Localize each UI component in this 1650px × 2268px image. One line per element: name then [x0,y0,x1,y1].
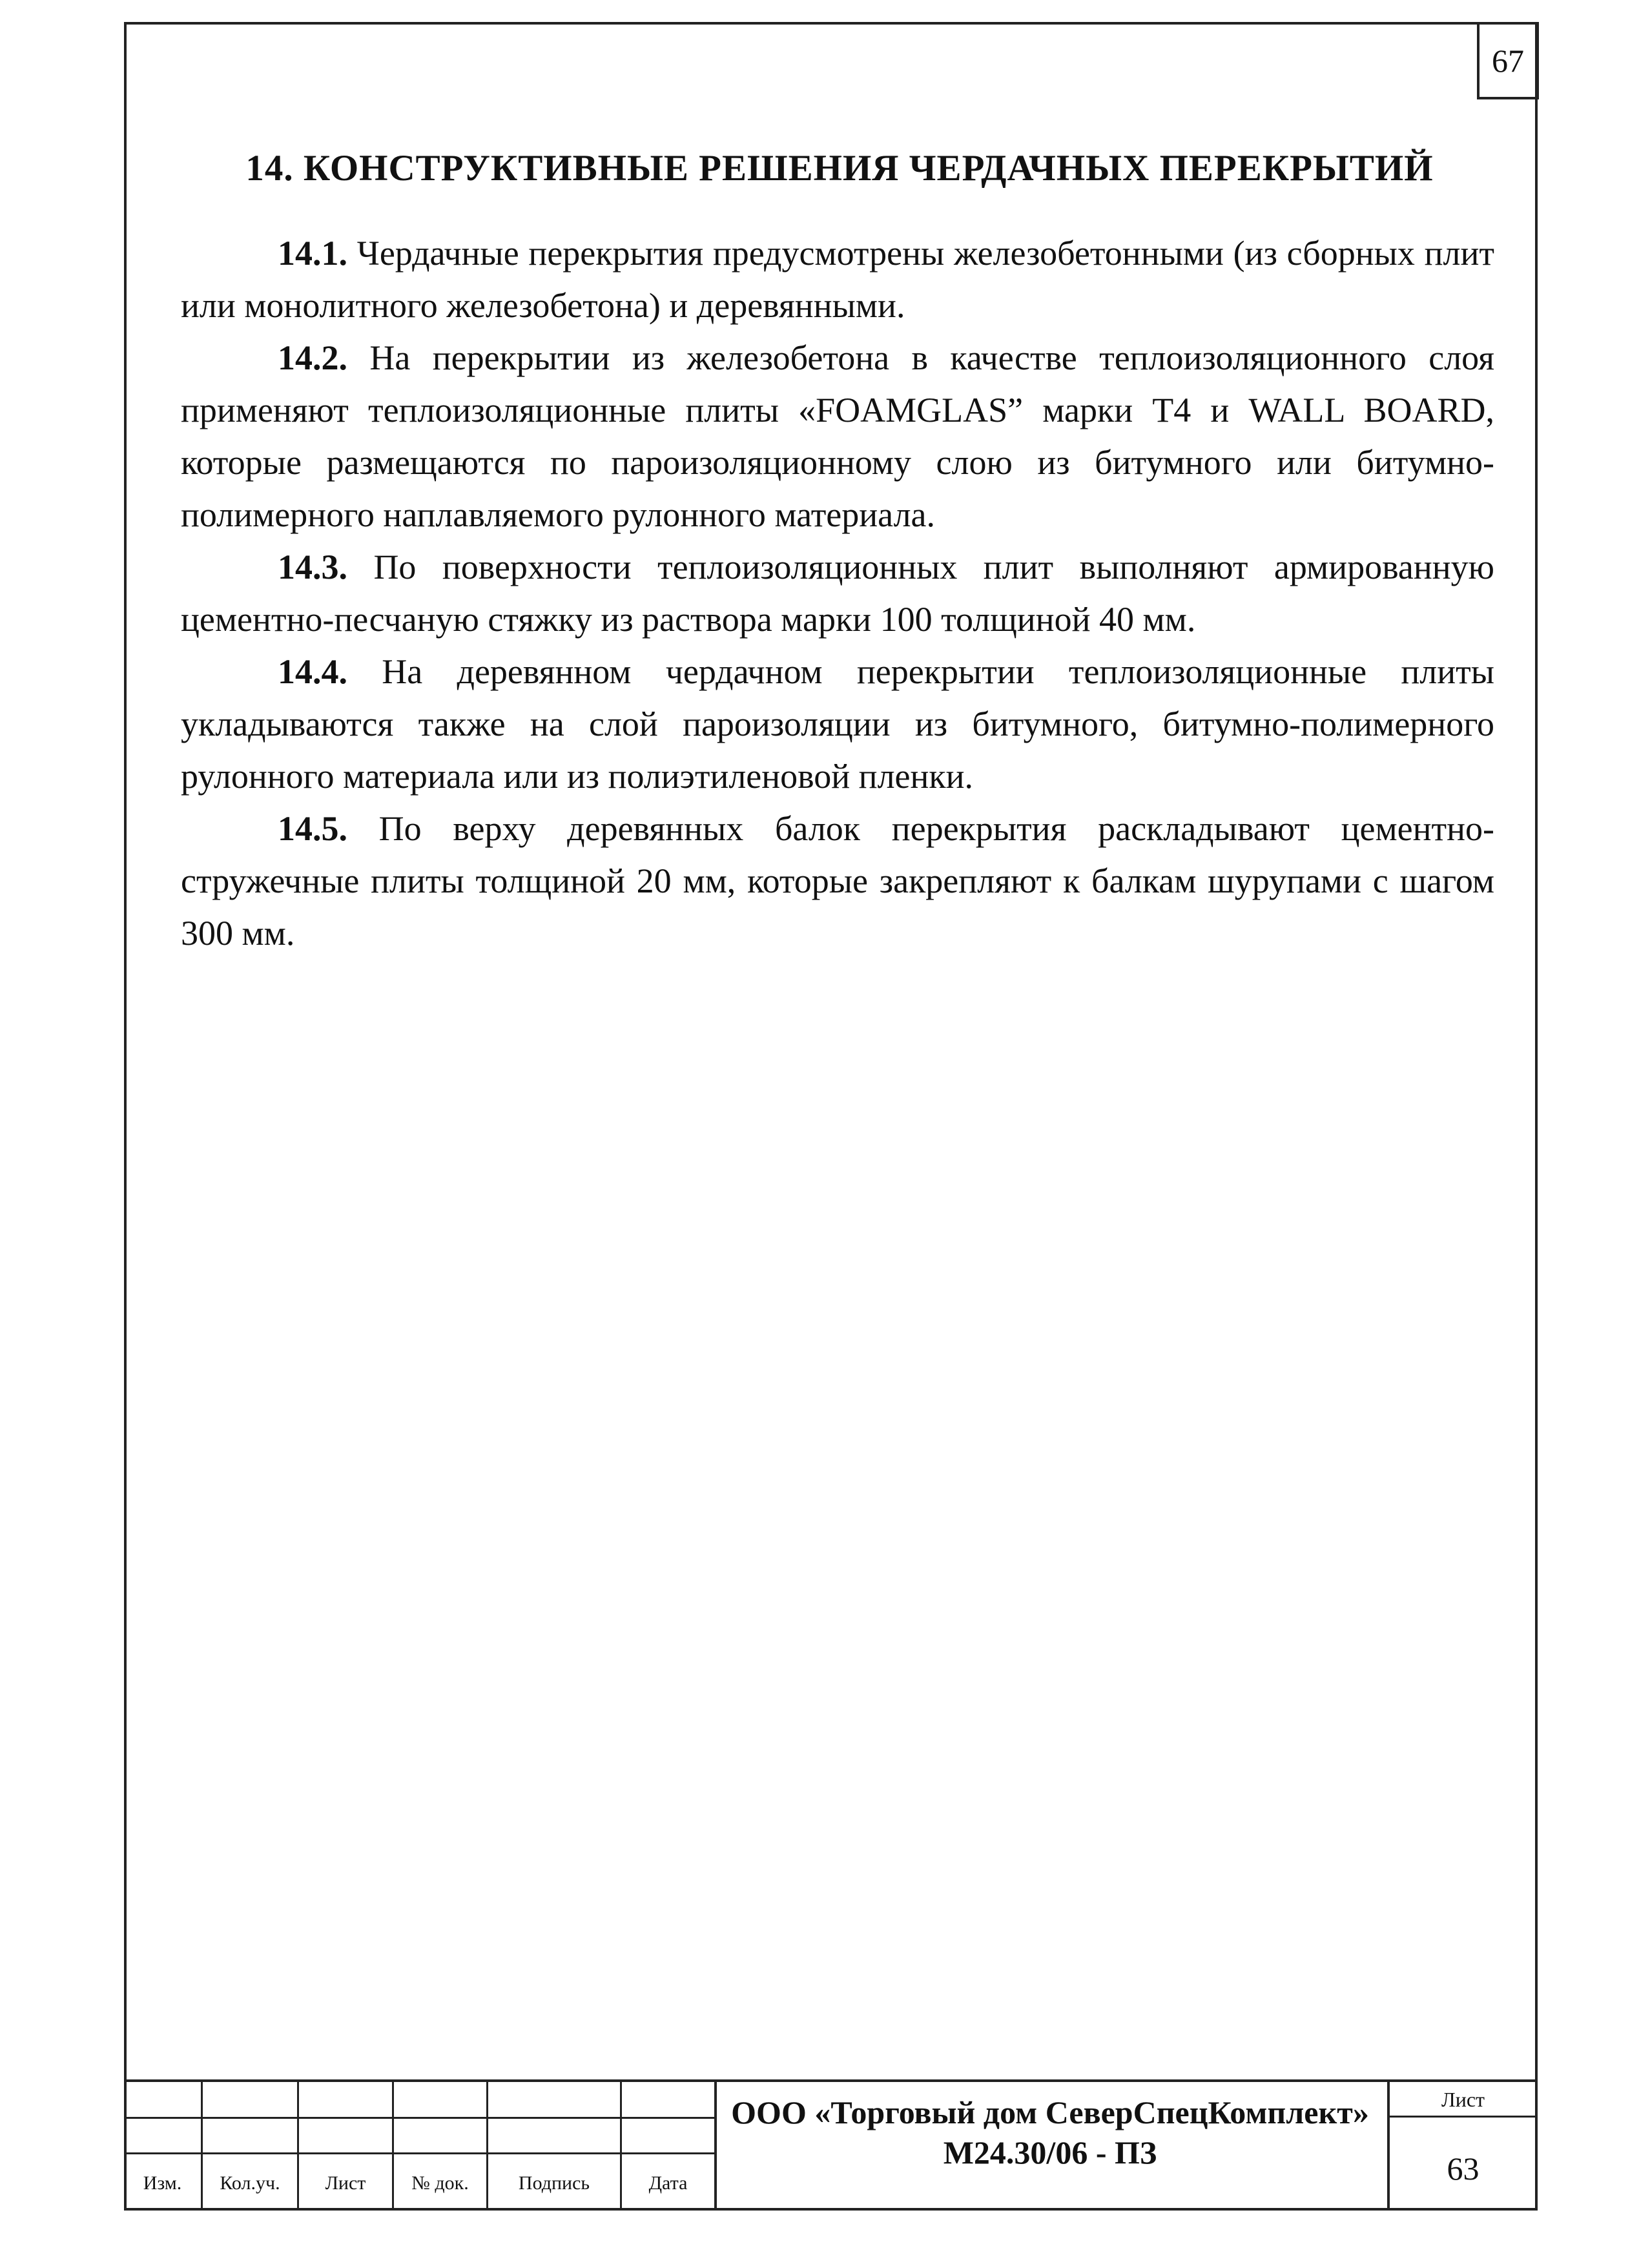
sheet-number: 63 [1447,2150,1480,2187]
page-number-box [1477,22,1539,99]
paragraph-number: 14.5. [278,809,347,848]
col-label-sheet: Лист [325,2172,366,2194]
paragraph-number: 14.3. [278,548,347,586]
col-label-signature: Подпись [518,2172,590,2194]
paragraph-14-4 [181,646,1494,803]
col-label-change: Изм. [143,2172,182,2194]
paragraph-14-2 [181,332,1494,541]
page-number: 67 [1492,43,1524,79]
title-block-top-line [124,2079,1538,2082]
section-heading: 14. КОНСТРУКТИВНЫЕ РЕШЕНИЯ ЧЕРДАЧНЫХ ПЕРЕКРЫТИЙ [245,148,1434,189]
paragraph-14-1 [181,227,1494,332]
company-block [714,2092,1386,2172]
title-block-row-line [124,2117,716,2119]
paragraph-number: 14.2. [278,338,347,377]
paragraph-text: На перекрытии из железобетона в качестве теплоизоляционного слоя применяют теплоизоляционные плиты «FOAMGLAS” марки Т4 и WALL BOARD, которые размещаются по пароизоляционному слою из битумного или битумно-полимерного наплавляемого рулонного материала. [181,338,1494,534]
col-label-count: Кол.уч. [220,2172,280,2194]
body-text [181,227,1494,960]
col-label-doc-number: № док. [411,2172,469,2194]
paragraph-number: 14.4. [278,652,347,691]
paragraph-text: Чердачные перекрытия предусмотрены железобетонными (из сборных плит или монолитного железобетона) и деревянными. [181,234,1494,325]
paragraph-14-5 [181,803,1494,960]
document-code: М24.30/06 - ПЗ [943,2134,1157,2170]
paragraph-text: На деревянном чердачном перекрытии теплоизоляционные плиты укладываются также на слой пароизоляции из битумного, битумно-полимерного рулонного материала или из полиэтиленовой пленки. [181,652,1494,796]
paragraph-number: 14.1. [278,234,347,273]
paragraph-14-3 [181,541,1494,646]
sheet-label: Лист [1441,2087,1485,2111]
paragraph-text: По верху деревянных балок перекрытия раскладывают цементно-стружечные плиты толщиной 20 мм, которые закрепляют к балкам шурупами с шагом 300 мм. [181,809,1494,953]
title-block-sheet-divider [1388,2116,1538,2118]
company-name: ООО «Торговый дом СеверСпецКомплект» [731,2094,1369,2130]
paragraph-text: По поверхности теплоизоляционных плит выполняют армированную цементно-песчаную стяжку из раствора марки 100 толщиной 40 мм. [181,548,1494,639]
col-label-date: Дата [648,2172,688,2194]
title-block-row-line [124,2152,716,2154]
